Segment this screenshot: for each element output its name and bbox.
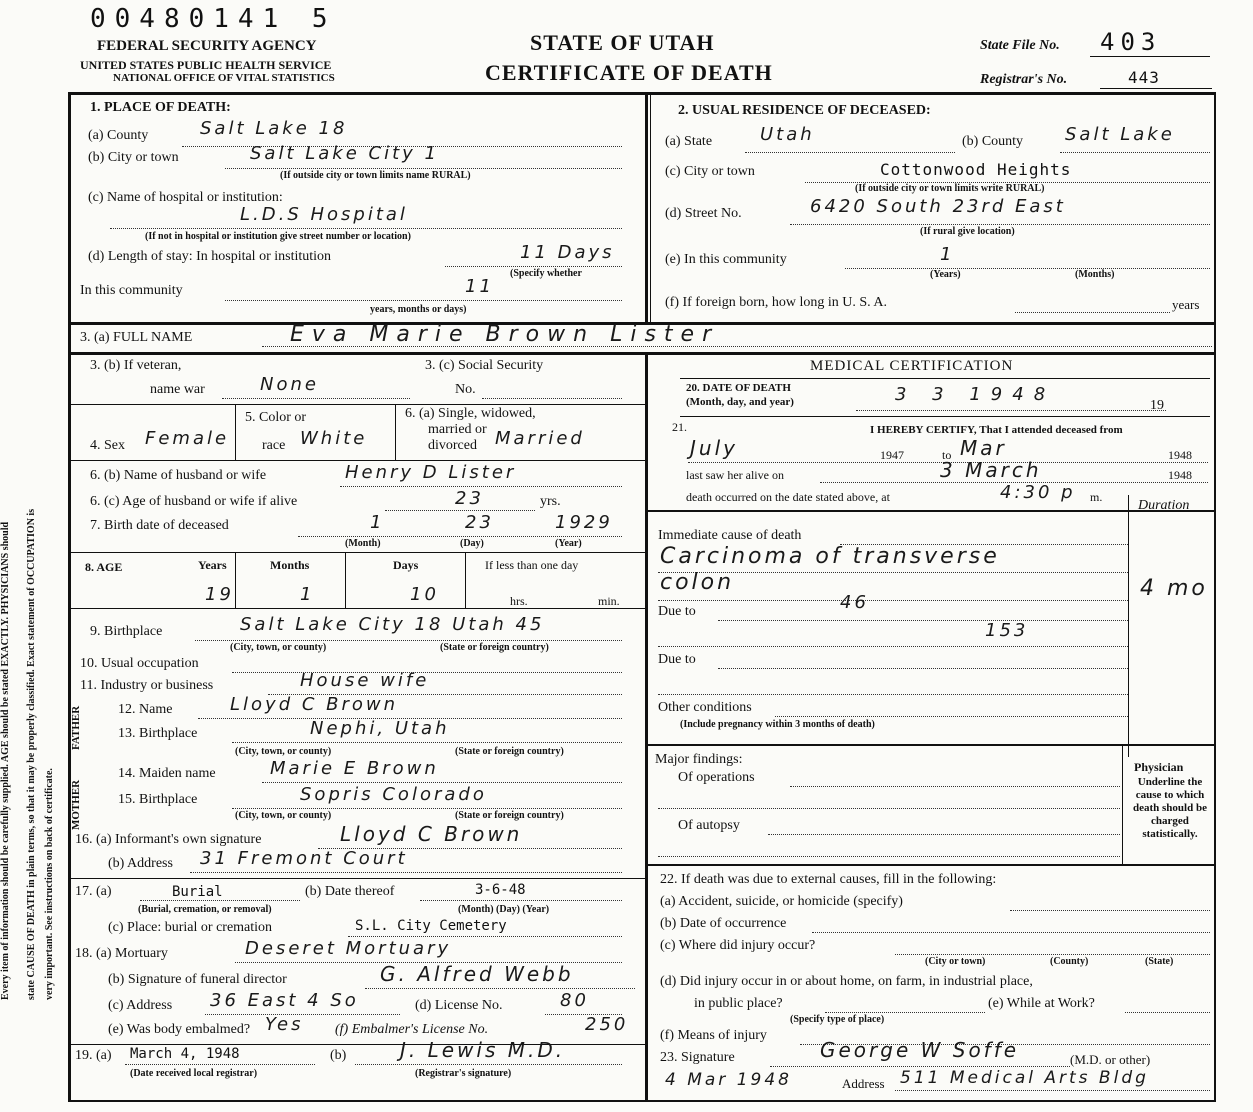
res-street-label: (d) Street No. bbox=[665, 206, 742, 221]
dod-value: 3 3 1948 bbox=[895, 384, 1056, 405]
stay-value: 11 Days bbox=[520, 242, 615, 263]
embalmer-license-label: (f) Embalmer's License No. bbox=[335, 1022, 489, 1037]
war-label: name war bbox=[150, 382, 205, 397]
father-bp-note-2: (State or foreign country) bbox=[455, 746, 564, 757]
major-findings-label: Major findings: bbox=[655, 752, 743, 767]
side-note-2: state CAUSE OF DEATH in plain terms, so that it may be properly classified. Exact statement of OCCUPATION is bbox=[26, 508, 37, 1000]
informant-address-label: (b) Address bbox=[108, 856, 173, 871]
birth-year-label: (Year) bbox=[555, 538, 582, 549]
accident-label: (a) Accident, suicide, or homicide (specify) bbox=[660, 894, 903, 909]
autopsy-label: Of autopsy bbox=[678, 818, 740, 833]
color-label: 5. Color or bbox=[245, 410, 307, 425]
burial-label: 17. (a) bbox=[75, 884, 112, 899]
race-value: White bbox=[300, 428, 368, 449]
hospital-value: L.D.S Hospital bbox=[240, 204, 408, 225]
age-days: 10 bbox=[410, 584, 439, 605]
state-file-label: State File No. bbox=[980, 38, 1060, 53]
registrar-signature-label: (b) bbox=[330, 1048, 347, 1063]
embalmer-license-value: 250 bbox=[585, 1014, 629, 1035]
father-tag: FATHER bbox=[70, 705, 82, 750]
years-header: Years bbox=[198, 558, 227, 572]
received-label: 19. (a) bbox=[75, 1048, 112, 1063]
birth-date-label: 7. Birth date of deceased bbox=[90, 518, 229, 533]
where-county-label: (County) bbox=[1050, 956, 1089, 967]
marital-label-1: 6. (a) Single, widowed, bbox=[405, 406, 536, 421]
spouse-name-label: 6. (b) Name of husband or wife bbox=[90, 468, 267, 483]
res-months-label: (Months) bbox=[1075, 269, 1115, 280]
father-name-value: Lloyd C Brown bbox=[230, 694, 399, 715]
min-label: min. bbox=[598, 594, 620, 608]
hrs-label: hrs. bbox=[510, 594, 528, 608]
agency-name: FEDERAL SECURITY AGENCY bbox=[97, 38, 317, 54]
res-state-value: Utah bbox=[760, 124, 815, 145]
burial-date-value: 3-6-48 bbox=[475, 882, 526, 898]
other-conditions-note: (Include pregnancy within 3 months of death) bbox=[680, 719, 875, 730]
cause-code-1: 46 bbox=[840, 592, 869, 613]
attended-to: Mar bbox=[960, 436, 1007, 460]
home-farm-label: (d) Did injury occur in or about home, on farm, in industrial place, bbox=[660, 974, 1033, 989]
burial-place-label: (c) Place: burial or cremation bbox=[108, 920, 273, 935]
birth-day-label: (Day) bbox=[460, 538, 484, 549]
office-name: NATIONAL OFFICE OF VITAL STATISTICS bbox=[113, 72, 335, 84]
hospital-label: (c) Name of hospital or institution: bbox=[88, 190, 283, 205]
while-at-work-label: (e) While at Work? bbox=[988, 996, 1095, 1011]
mother-name-label: 14. Maiden name bbox=[118, 766, 216, 781]
death-county-value: Salt Lake 18 bbox=[200, 118, 348, 139]
father-bp-note-1: (City, town, or county) bbox=[235, 746, 332, 757]
ssn-no-label: No. bbox=[455, 382, 476, 397]
marital-label-2: married or bbox=[428, 422, 487, 437]
where-label: (c) Where did injury occur? bbox=[660, 938, 816, 953]
embalmed-value: Yes bbox=[265, 1014, 304, 1035]
medical-heading: MEDICAL CERTIFICATION bbox=[810, 358, 1014, 374]
place-of-death-heading: 1. PLACE OF DEATH: bbox=[90, 100, 231, 115]
funeral-director-label: (b) Signature of funeral director bbox=[108, 972, 287, 987]
mortuary-value: Deseret Mortuary bbox=[245, 938, 452, 959]
community-stay-label: In this community bbox=[80, 283, 183, 298]
cause-code-2: 153 bbox=[985, 620, 1029, 641]
age-label: 8. AGE bbox=[85, 560, 123, 574]
registrar-number-label: Registrar's No. bbox=[980, 72, 1068, 87]
public-place-label: in public place? bbox=[694, 996, 783, 1011]
burial-note: (Burial, cremation, or removal) bbox=[138, 904, 272, 915]
birth-month: 1 bbox=[370, 512, 385, 533]
immediate-cause-label: Immediate cause of death bbox=[658, 528, 802, 543]
stay-label: (d) Length of stay: In hospital or institution bbox=[88, 249, 332, 264]
physician-box-note: Underline the cause to which death should be charged statistically. bbox=[1133, 776, 1207, 840]
spouse-age-label: 6. (c) Age of husband or wife if alive bbox=[90, 494, 298, 509]
res-years-label: (Years) bbox=[930, 269, 961, 280]
operations-label: Of operations bbox=[678, 770, 755, 785]
community-stay-value: 11 bbox=[465, 276, 494, 297]
birth-month-label: (Month) bbox=[345, 538, 381, 549]
where-city-label: (City or town) bbox=[925, 956, 986, 967]
birthplace-note-2: (State or foreign country) bbox=[440, 642, 549, 653]
informant-address-value: 31 Fremont Court bbox=[200, 848, 408, 869]
res-street-value: 6420 South 23rd East bbox=[810, 196, 1066, 217]
md-or-other-label: (M.D. or other) bbox=[1070, 1052, 1151, 1067]
mother-name-value: Marie E Brown bbox=[270, 758, 439, 779]
dod-label-2: (Month, day, and year) bbox=[686, 396, 794, 408]
physician-address-label: Address bbox=[842, 1076, 885, 1091]
death-time-value: 4:30 p bbox=[1000, 482, 1076, 503]
registrar-signature: J. Lewis M.D. bbox=[400, 1038, 566, 1062]
attended-from: July bbox=[690, 436, 738, 460]
service-name: UNITED STATES PUBLIC HEALTH SERVICE bbox=[80, 58, 332, 72]
embalmed-label: (e) Was body embalmed? bbox=[108, 1022, 251, 1037]
spouse-name-value: Henry D Lister bbox=[345, 462, 517, 483]
specify-place-note: (Specify type of place) bbox=[790, 1014, 885, 1025]
ssn-label: 3. (c) Social Security bbox=[425, 358, 544, 373]
mother-birthplace-value: Sopris Colorado bbox=[300, 784, 487, 805]
informant-label: 16. (a) Informant's own signature bbox=[75, 832, 262, 847]
birthplace-note-1: (City, town, or county) bbox=[230, 642, 327, 653]
physician-box-title: Physician bbox=[1134, 760, 1184, 774]
foreign-born-label: (f) If foreign born, how long in U. S. A. bbox=[665, 295, 888, 310]
immediate-cause-value-2: colon bbox=[660, 570, 735, 595]
sex-value: Female bbox=[145, 428, 230, 449]
spouse-age-value: 23 bbox=[455, 488, 484, 509]
death-county-label: (a) County bbox=[88, 128, 149, 143]
mother-tag: MOTHER bbox=[70, 779, 82, 830]
res-county-value: Salt Lake bbox=[1065, 124, 1175, 145]
physician-signature-label: 23. Signature bbox=[660, 1050, 735, 1065]
birthplace-label: 9. Birthplace bbox=[90, 624, 163, 639]
license-label: (d) License No. bbox=[415, 998, 503, 1013]
birth-day: 23 bbox=[465, 512, 494, 533]
community-stay-note: years, months or days) bbox=[370, 304, 467, 315]
state-title: STATE OF UTAH bbox=[530, 30, 715, 55]
burial-date-label: (b) Date thereof bbox=[305, 884, 395, 899]
death-time-m: m. bbox=[1090, 490, 1103, 504]
burial-date-format: (Month) (Day) (Year) bbox=[458, 904, 550, 915]
sex-label: 4. Sex bbox=[90, 438, 125, 453]
veteran-label: 3. (b) If veteran, bbox=[90, 358, 182, 373]
attended-from-year: 1947 bbox=[880, 448, 904, 462]
hospital-note: (If not in hospital or institution give street number or location) bbox=[145, 231, 411, 242]
death-time-label: death occurred on the date stated above, at bbox=[686, 490, 890, 504]
spouse-age-unit: yrs. bbox=[540, 494, 561, 509]
means-of-injury-label: (f) Means of injury bbox=[660, 1028, 767, 1043]
registrar-signature-note: (Registrar's signature) bbox=[415, 1068, 512, 1079]
res-community-label: (e) In this community bbox=[665, 252, 787, 267]
death-city-label: (b) City or town bbox=[88, 150, 179, 165]
mortuary-label: 18. (a) Mortuary bbox=[75, 946, 168, 961]
last-saw-year: 1948 bbox=[1168, 468, 1192, 482]
res-city-value: Cottonwood Heights bbox=[880, 160, 1072, 179]
last-saw-label: last saw her alive on bbox=[686, 468, 784, 482]
registrar-number-value: 443 bbox=[1128, 68, 1160, 87]
industry-value: House wife bbox=[300, 670, 430, 691]
attended-to-label: to bbox=[942, 448, 952, 462]
received-note: (Date received local registrar) bbox=[130, 1068, 258, 1079]
birthplace-value: Salt Lake City 18 Utah 45 bbox=[240, 614, 545, 635]
external-causes-heading: 22. If death was due to external causes, fill in the following: bbox=[660, 872, 997, 887]
death-city-note: (If outside city or town limits name RURAL) bbox=[280, 170, 471, 181]
physician-address-value: 511 Medical Arts Bldg bbox=[900, 1068, 1149, 1088]
dod-19: 19 bbox=[1150, 398, 1164, 413]
less-day-header: If less than one day bbox=[485, 558, 579, 572]
side-note-1: Every item of information should be carefully supplied. AGE should be stated EXACTLY. PHYSICIANS should bbox=[0, 521, 11, 1000]
other-conditions-label: Other conditions bbox=[658, 700, 752, 715]
certify-number: 21. bbox=[672, 420, 687, 434]
mother-bp-note-2: (State or foreign country) bbox=[455, 810, 564, 821]
father-birthplace-label: 13. Birthplace bbox=[118, 726, 198, 741]
funeral-director-signature: G. Alfred Webb bbox=[380, 962, 574, 986]
age-years: 19 bbox=[205, 584, 234, 605]
father-birthplace-value: Nephi, Utah bbox=[310, 718, 450, 739]
months-header: Months bbox=[270, 558, 310, 572]
res-community-value: 1 bbox=[940, 244, 955, 265]
death-city-value: Salt Lake City 1 bbox=[250, 143, 439, 164]
occurrence-label: (b) Date of occurrence bbox=[660, 916, 787, 931]
dod-label-1: 20. DATE OF DEATH bbox=[686, 382, 791, 394]
occupation-label: 10. Usual occupation bbox=[80, 656, 199, 671]
race-label: race bbox=[262, 438, 286, 453]
marital-value: Married bbox=[495, 428, 585, 449]
burial-place-value: S.L. City Cemetery bbox=[355, 918, 507, 934]
res-county-label: (b) County bbox=[962, 134, 1024, 149]
full-name-label: 3. (a) FULL NAME bbox=[80, 330, 193, 345]
days-header: Days bbox=[393, 558, 419, 572]
industry-label: 11. Industry or business bbox=[80, 678, 214, 693]
res-street-note: (If rural give location) bbox=[920, 226, 1015, 237]
res-city-note: (If outside city or town limits write RURAL) bbox=[855, 183, 1045, 194]
mother-birthplace-label: 15. Birthplace bbox=[118, 792, 198, 807]
duration-label: Duration bbox=[1138, 498, 1190, 513]
immediate-cause-value-1: Carcinoma of transverse bbox=[660, 544, 1000, 569]
received-date: March 4, 1948 bbox=[130, 1046, 240, 1062]
res-city-label: (c) City or town bbox=[665, 164, 755, 179]
physician-signature: George W Soffe bbox=[820, 1038, 1020, 1062]
side-note-3: very important. See instructions on back of certificate. bbox=[44, 768, 55, 1000]
due-to-2-label: Due to bbox=[658, 652, 696, 667]
father-name-label: 12. Name bbox=[118, 702, 173, 717]
res-state-label: (a) State bbox=[665, 134, 713, 149]
where-state-label: (State) bbox=[1145, 956, 1174, 967]
age-months: 1 bbox=[300, 584, 315, 605]
certify-text: I HEREBY CERTIFY, That I attended deceased from bbox=[870, 424, 1123, 436]
signature-date: 4 Mar 1948 bbox=[665, 1070, 792, 1090]
full-name-value: Eva Marie Brown Lister bbox=[290, 322, 720, 347]
last-saw-value: 3 March bbox=[940, 458, 1042, 482]
birth-year: 1929 bbox=[555, 512, 613, 533]
due-to-1-label: Due to bbox=[658, 604, 696, 619]
certificate-serial: 00480141 5 bbox=[90, 4, 337, 34]
mortuary-address-value: 36 East 4 So bbox=[210, 990, 359, 1011]
duration-value: 4 mo bbox=[1140, 576, 1208, 601]
attended-to-year: 1948 bbox=[1168, 448, 1192, 462]
document-title: CERTIFICATE OF DEATH bbox=[485, 60, 773, 85]
residence-heading: 2. USUAL RESIDENCE OF DECEASED: bbox=[678, 103, 931, 118]
marital-label-3: divorced bbox=[428, 438, 477, 453]
license-value: 80 bbox=[560, 990, 589, 1011]
informant-signature: Lloyd C Brown bbox=[340, 822, 523, 846]
mortuary-address-label: (c) Address bbox=[108, 998, 173, 1013]
war-value: None bbox=[260, 374, 319, 395]
stay-note: (Specify whether bbox=[510, 268, 582, 279]
burial-value: Burial bbox=[172, 884, 223, 900]
foreign-born-unit: years bbox=[1172, 297, 1200, 312]
mother-bp-note-1: (City, town, or county) bbox=[235, 810, 332, 821]
state-file-value: 403 bbox=[1100, 28, 1162, 56]
